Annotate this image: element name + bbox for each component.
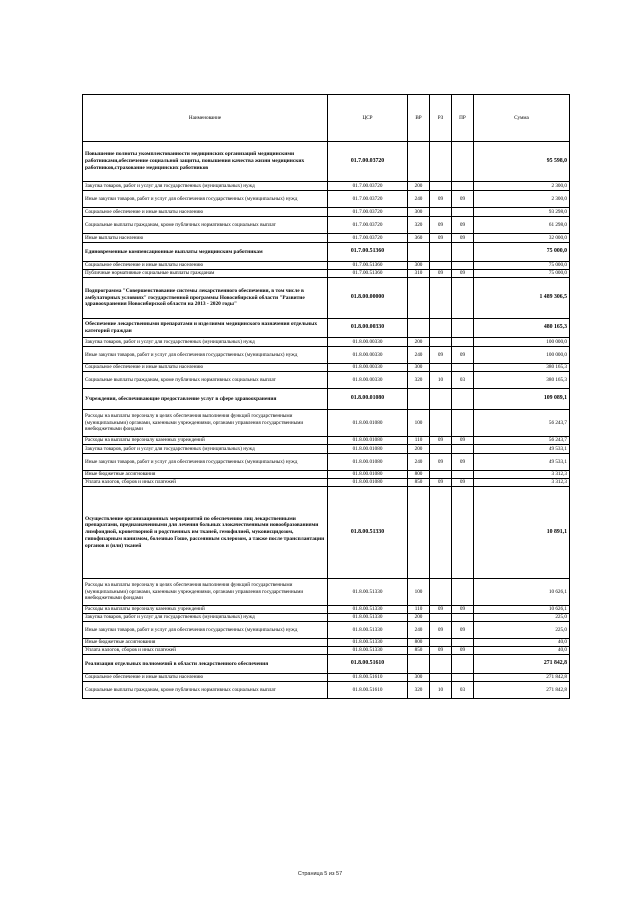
row-pr-cell [452, 674, 474, 682]
table-row [83, 142, 570, 182]
row-pr-cell [452, 487, 474, 579]
table-row [83, 682, 570, 699]
row-csr-cell: 01.7.00.03720 [328, 182, 408, 191]
row-pr-cell [452, 471, 474, 479]
row-csr-cell: 01.8.00.00000 [328, 278, 408, 319]
row-pr-cell: 03 [452, 372, 474, 389]
row-rz-cell [430, 208, 452, 217]
table-row [83, 338, 570, 347]
row-rz-cell [430, 445, 452, 454]
row-name-cell: Иные закупки товаров, работ и услуг для обеспечения государственных (муниципальных) нужд [83, 622, 328, 639]
row-name-cell: Публичные нормативные социальные выплаты гражданам [83, 270, 328, 278]
row-vr-cell: 240 [408, 454, 430, 471]
row-pr-cell [452, 278, 474, 319]
table-row [83, 606, 570, 614]
row-name-cell: Социальное обеспечение и иные выплаты населению [83, 262, 328, 270]
table-row [83, 674, 570, 682]
row-pr-cell [452, 319, 474, 338]
row-sum-cell: 49 533,1 [474, 454, 570, 471]
table-row [83, 234, 570, 243]
row-name-cell: Расходы на выплаты персоналу в целях обеспечения выполнения функций государственными (муниципальными) органами, казенными учреждениями, органами управления государственными внебюджетными фондами [83, 410, 328, 437]
row-name-cell: Социальные выплаты гражданам, кроме публичных нормативных социальных выплат [83, 372, 328, 389]
table-row [83, 217, 570, 234]
row-vr-cell: 800 [408, 471, 430, 479]
row-sum-cell: 49 533,1 [474, 445, 570, 454]
row-rz-cell: 10 [430, 372, 452, 389]
row-sum-cell: 225,0 [474, 614, 570, 622]
row-sum-cell: 271 842,8 [474, 655, 570, 674]
row-rz-cell [430, 142, 452, 182]
row-csr-cell: 01.8.00.51330 [328, 579, 408, 606]
row-rz-cell [430, 471, 452, 479]
table-row [83, 389, 570, 410]
row-vr-cell: 100 [408, 410, 430, 437]
row-vr-cell [408, 389, 430, 410]
row-pr-cell [452, 445, 474, 454]
table-row [83, 270, 570, 278]
row-name-cell: Социальные выплаты гражданам, кроме публичных нормативных социальных выплат [83, 682, 328, 699]
row-rz-cell [430, 389, 452, 410]
row-sum-cell: 40,0 [474, 639, 570, 647]
row-pr-cell [452, 655, 474, 674]
row-csr-cell: 01.8.00.51610 [328, 682, 408, 699]
row-vr-cell: 200 [408, 182, 430, 191]
row-rz-cell [430, 410, 452, 437]
row-csr-cell: 01.8.00.00330 [328, 347, 408, 364]
table-row [83, 347, 570, 364]
page-number: Страница 5 из 57 [297, 871, 343, 877]
row-csr-cell: 01.7.00.03720 [328, 208, 408, 217]
row-rz-cell: 09 [430, 622, 452, 639]
row-name-cell: Социальное обеспечение и иные выплаты населению [83, 208, 328, 217]
row-name-cell: Социальное обеспечение и иные выплаты населению [83, 364, 328, 372]
table-row [83, 479, 570, 487]
row-csr-cell: 01.8.00.00330 [328, 364, 408, 372]
row-rz-cell [430, 262, 452, 270]
row-name-cell: Уплата налогов, сборов и иных платежей [83, 479, 328, 487]
row-vr-cell: 300 [408, 674, 430, 682]
row-csr-cell: 01.7.00.51360 [328, 243, 408, 262]
row-name-cell: Социальные выплаты гражданам, кроме публичных нормативных социальных выплат [83, 217, 328, 234]
row-sum-cell: 2 300,0 [474, 182, 570, 191]
row-name-cell: Иные закупки товаров, работ и услуг для обеспечения государственных (муниципальных) нужд [83, 191, 328, 208]
row-name-cell: Единовременные компенсационные выплаты медицинским работникам [83, 243, 328, 262]
row-name-cell: Расходы на выплаты персоналу казенных учреждений [83, 437, 328, 445]
row-rz-cell [430, 364, 452, 372]
row-vr-cell: 800 [408, 639, 430, 647]
row-pr-cell: 09 [452, 622, 474, 639]
row-name-cell: Иные бюджетные ассигнования [83, 639, 328, 647]
row-rz-cell [430, 182, 452, 191]
row-pr-cell [452, 142, 474, 182]
row-vr-cell: 110 [408, 437, 430, 445]
row-vr-cell: 200 [408, 338, 430, 347]
row-rz-cell [430, 674, 452, 682]
row-sum-cell: 2 300,0 [474, 191, 570, 208]
row-pr-cell: 09 [452, 606, 474, 614]
row-vr-cell [408, 142, 430, 182]
row-vr-cell: 240 [408, 191, 430, 208]
row-sum-cell: 380 165,3 [474, 372, 570, 389]
row-pr-cell [452, 410, 474, 437]
row-csr-cell: 01.8.00.01080 [328, 445, 408, 454]
row-sum-cell: 271 842,8 [474, 674, 570, 682]
row-name-cell: Реализация отдельных полномочий в области лекарственного обеспечения [83, 655, 328, 674]
row-vr-cell: 300 [408, 262, 430, 270]
table-header-row [83, 95, 570, 142]
row-csr-cell: 01.7.00.51360 [328, 270, 408, 278]
row-csr-cell: 01.7.00.51360 [328, 262, 408, 270]
table-row [83, 364, 570, 372]
row-name-cell: Обеспечение лекарственными препаратами и изделиями медицинского назначения отдельных категорий граждан [83, 319, 328, 338]
row-vr-cell [408, 487, 430, 579]
row-vr-cell: 300 [408, 364, 430, 372]
row-csr-cell: 01.8.00.01080 [328, 471, 408, 479]
row-pr-cell [452, 243, 474, 262]
row-vr-cell: 850 [408, 479, 430, 487]
row-pr-cell: 09 [452, 437, 474, 445]
row-name-cell: Осуществление организационных мероприятий по обеспечению лиц лекарственными препаратами, предназначенными для лечения больных злокачественными новообразованиями лимфоидной, кроветворной и родственных им тканей, гемофилией, муковисцидозом, гипофизарным нанизмом, болезнью Гоше, рассеянным склерозом, а также после трансплантации органов и (или) тканей [83, 487, 328, 579]
row-sum-cell: 271 842,8 [474, 682, 570, 699]
row-csr-cell: 01.8.00.51330 [328, 606, 408, 614]
row-rz-cell: 09 [430, 454, 452, 471]
row-pr-cell: 03 [452, 682, 474, 699]
row-rz-cell [430, 579, 452, 606]
row-csr-cell: 01.8.00.51610 [328, 674, 408, 682]
row-csr-cell: 01.8.00.00330 [328, 338, 408, 347]
table-row [83, 262, 570, 270]
row-pr-cell [452, 262, 474, 270]
row-pr-cell: 09 [452, 217, 474, 234]
header-name: Наименование [83, 95, 328, 142]
header-rz: РЗ [430, 95, 452, 142]
row-name-cell: Социальное обеспечение и иные выплаты населению [83, 674, 328, 682]
row-rz-cell: 09 [430, 647, 452, 655]
row-csr-cell: 01.7.00.03720 [328, 142, 408, 182]
row-sum-cell: 109 089,1 [474, 389, 570, 410]
row-vr-cell: 320 [408, 682, 430, 699]
row-sum-cell: 56 243,7 [474, 410, 570, 437]
row-csr-cell: 01.8.00.00330 [328, 319, 408, 338]
row-name-cell: Закупка товаров, работ и услуг для государственных (муниципальных) нужд [83, 182, 328, 191]
row-vr-cell: 200 [408, 614, 430, 622]
table-row [83, 437, 570, 445]
header-vr: ВР [408, 95, 430, 142]
row-rz-cell: 09 [430, 234, 452, 243]
row-rz-cell [430, 614, 452, 622]
row-sum-cell: 3 312,3 [474, 479, 570, 487]
row-csr-cell: 01.8.00.01080 [328, 389, 408, 410]
row-sum-cell: 56 243,7 [474, 437, 570, 445]
table-row [83, 614, 570, 622]
row-rz-cell [430, 278, 452, 319]
header-pr: ПР [452, 95, 474, 142]
table-row [83, 454, 570, 471]
row-rz-cell: 10 [430, 682, 452, 699]
row-name-cell: Иные закупки товаров, работ и услуг для обеспечения государственных (муниципальных) нужд [83, 347, 328, 364]
row-name-cell: Иные бюджетные ассигнования [83, 471, 328, 479]
row-sum-cell: 100 000,0 [474, 338, 570, 347]
row-vr-cell [408, 243, 430, 262]
row-sum-cell: 32 000,0 [474, 234, 570, 243]
table-row [83, 487, 570, 579]
row-rz-cell: 09 [430, 479, 452, 487]
row-name-cell: Расходы на выплаты персоналу казенных учреждений [83, 606, 328, 614]
row-sum-cell: 61 298,0 [474, 217, 570, 234]
row-rz-cell [430, 639, 452, 647]
row-name-cell: Иные выплаты населению [83, 234, 328, 243]
row-sum-cell: 75 000,0 [474, 262, 570, 270]
row-pr-cell [452, 639, 474, 647]
row-rz-cell: 09 [430, 347, 452, 364]
row-csr-cell: 01.8.00.51330 [328, 614, 408, 622]
row-csr-cell: 01.8.00.51330 [328, 647, 408, 655]
row-sum-cell: 10 626,1 [474, 606, 570, 614]
row-pr-cell: 09 [452, 347, 474, 364]
header-sum: Сумма [474, 95, 570, 142]
row-sum-cell: 100 000,0 [474, 347, 570, 364]
row-csr-cell: 01.7.00.03720 [328, 234, 408, 243]
row-vr-cell: 300 [408, 208, 430, 217]
row-sum-cell: 75 000,0 [474, 270, 570, 278]
header-csr: ЦСР [328, 95, 408, 142]
row-vr-cell: 240 [408, 622, 430, 639]
row-rz-cell: 09 [430, 217, 452, 234]
table-row [83, 278, 570, 319]
row-csr-cell: 01.7.00.03720 [328, 191, 408, 208]
row-csr-cell: 01.8.00.51330 [328, 639, 408, 647]
row-name-cell: Уплата налогов, сборов и иных платежей [83, 647, 328, 655]
row-vr-cell: 320 [408, 217, 430, 234]
row-rz-cell [430, 655, 452, 674]
table-row [83, 410, 570, 437]
row-sum-cell: 40,0 [474, 647, 570, 655]
row-vr-cell [408, 278, 430, 319]
row-sum-cell: 75 000,0 [474, 243, 570, 262]
table-row [83, 622, 570, 639]
row-csr-cell: 01.8.00.01080 [328, 454, 408, 471]
row-pr-cell: 09 [452, 234, 474, 243]
row-vr-cell [408, 319, 430, 338]
row-sum-cell: 95 598,0 [474, 142, 570, 182]
row-csr-cell: 01.8.00.01080 [328, 479, 408, 487]
row-csr-cell: 01.8.00.51610 [328, 655, 408, 674]
row-name-cell: Закупка товаров, работ и услуг для государственных (муниципальных) нужд [83, 338, 328, 347]
row-sum-cell: 480 165,3 [474, 319, 570, 338]
row-sum-cell: 3 312,3 [474, 471, 570, 479]
row-sum-cell: 10 626,1 [474, 579, 570, 606]
row-vr-cell: 360 [408, 234, 430, 243]
table-row [83, 647, 570, 655]
row-rz-cell: 09 [430, 270, 452, 278]
row-name-cell: Закупка товаров, работ и услуг для государственных (муниципальных) нужд [83, 614, 328, 622]
row-rz-cell [430, 487, 452, 579]
row-rz-cell: 09 [430, 191, 452, 208]
row-pr-cell: 09 [452, 479, 474, 487]
row-vr-cell: 100 [408, 579, 430, 606]
row-csr-cell: 01.8.00.01080 [328, 437, 408, 445]
budget-table [82, 94, 570, 699]
row-rz-cell [430, 243, 452, 262]
table-row [83, 182, 570, 191]
row-csr-cell: 01.8.00.00330 [328, 372, 408, 389]
table-row [83, 243, 570, 262]
table-row [83, 471, 570, 479]
row-rz-cell: 09 [430, 606, 452, 614]
row-vr-cell: 850 [408, 647, 430, 655]
table-row [83, 208, 570, 217]
row-csr-cell: 01.8.00.51330 [328, 487, 408, 579]
row-pr-cell [452, 182, 474, 191]
row-sum-cell: 380 165,3 [474, 364, 570, 372]
row-csr-cell: 01.8.00.01080 [328, 410, 408, 437]
row-sum-cell: 225,0 [474, 622, 570, 639]
table-row [83, 655, 570, 674]
row-pr-cell: 09 [452, 454, 474, 471]
row-vr-cell: 240 [408, 347, 430, 364]
row-name-cell: Расходы на выплаты персоналу в целях обеспечения выполнения функций государственными (муниципальными) органами, казенными учреждениями, органами управления государственными внебюджетными фондами [83, 579, 328, 606]
row-pr-cell [452, 338, 474, 347]
row-pr-cell: 09 [452, 191, 474, 208]
row-vr-cell: 310 [408, 270, 430, 278]
row-pr-cell [452, 208, 474, 217]
row-sum-cell: 10 891,1 [474, 487, 570, 579]
row-vr-cell: 320 [408, 372, 430, 389]
row-csr-cell: 01.7.00.03720 [328, 217, 408, 234]
row-sum-cell: 1 489 306,5 [474, 278, 570, 319]
row-name-cell: Подпрограмма "Совершенствование системы лекарственного обеспечения, в том числе в амбулаторных условиях" государственной программы Новосибирской области "Развитие здравоохранения Новосибирской области на 2013 - 2020 годы" [83, 278, 328, 319]
row-name-cell: Повышение полноты укомплектованности медицинских организаций медицинскими работниками,обеспечение социальной защиты, повышения качества жизни медицинских работников,страхование медицинских работников [83, 142, 328, 182]
row-pr-cell [452, 579, 474, 606]
row-pr-cell [452, 614, 474, 622]
row-vr-cell [408, 655, 430, 674]
table-row [83, 372, 570, 389]
row-vr-cell: 200 [408, 445, 430, 454]
row-vr-cell: 110 [408, 606, 430, 614]
row-rz-cell [430, 319, 452, 338]
row-pr-cell [452, 389, 474, 410]
row-csr-cell: 01.8.00.51330 [328, 622, 408, 639]
row-rz-cell [430, 338, 452, 347]
row-name-cell: Учреждения, обеспечивающие предоставление услуг в сфере здравоохранения [83, 389, 328, 410]
row-pr-cell: 09 [452, 270, 474, 278]
table-row [83, 319, 570, 338]
table-row [83, 639, 570, 647]
row-sum-cell: 93 298,0 [474, 208, 570, 217]
table-row [83, 579, 570, 606]
table-row [83, 191, 570, 208]
row-name-cell: Иные закупки товаров, работ и услуг для обеспечения государственных (муниципальных) нужд [83, 454, 328, 471]
table-row [83, 445, 570, 454]
row-name-cell: Закупка товаров, работ и услуг для государственных (муниципальных) нужд [83, 445, 328, 454]
row-pr-cell [452, 364, 474, 372]
row-pr-cell: 09 [452, 647, 474, 655]
row-rz-cell: 09 [430, 437, 452, 445]
table-body [83, 142, 570, 699]
